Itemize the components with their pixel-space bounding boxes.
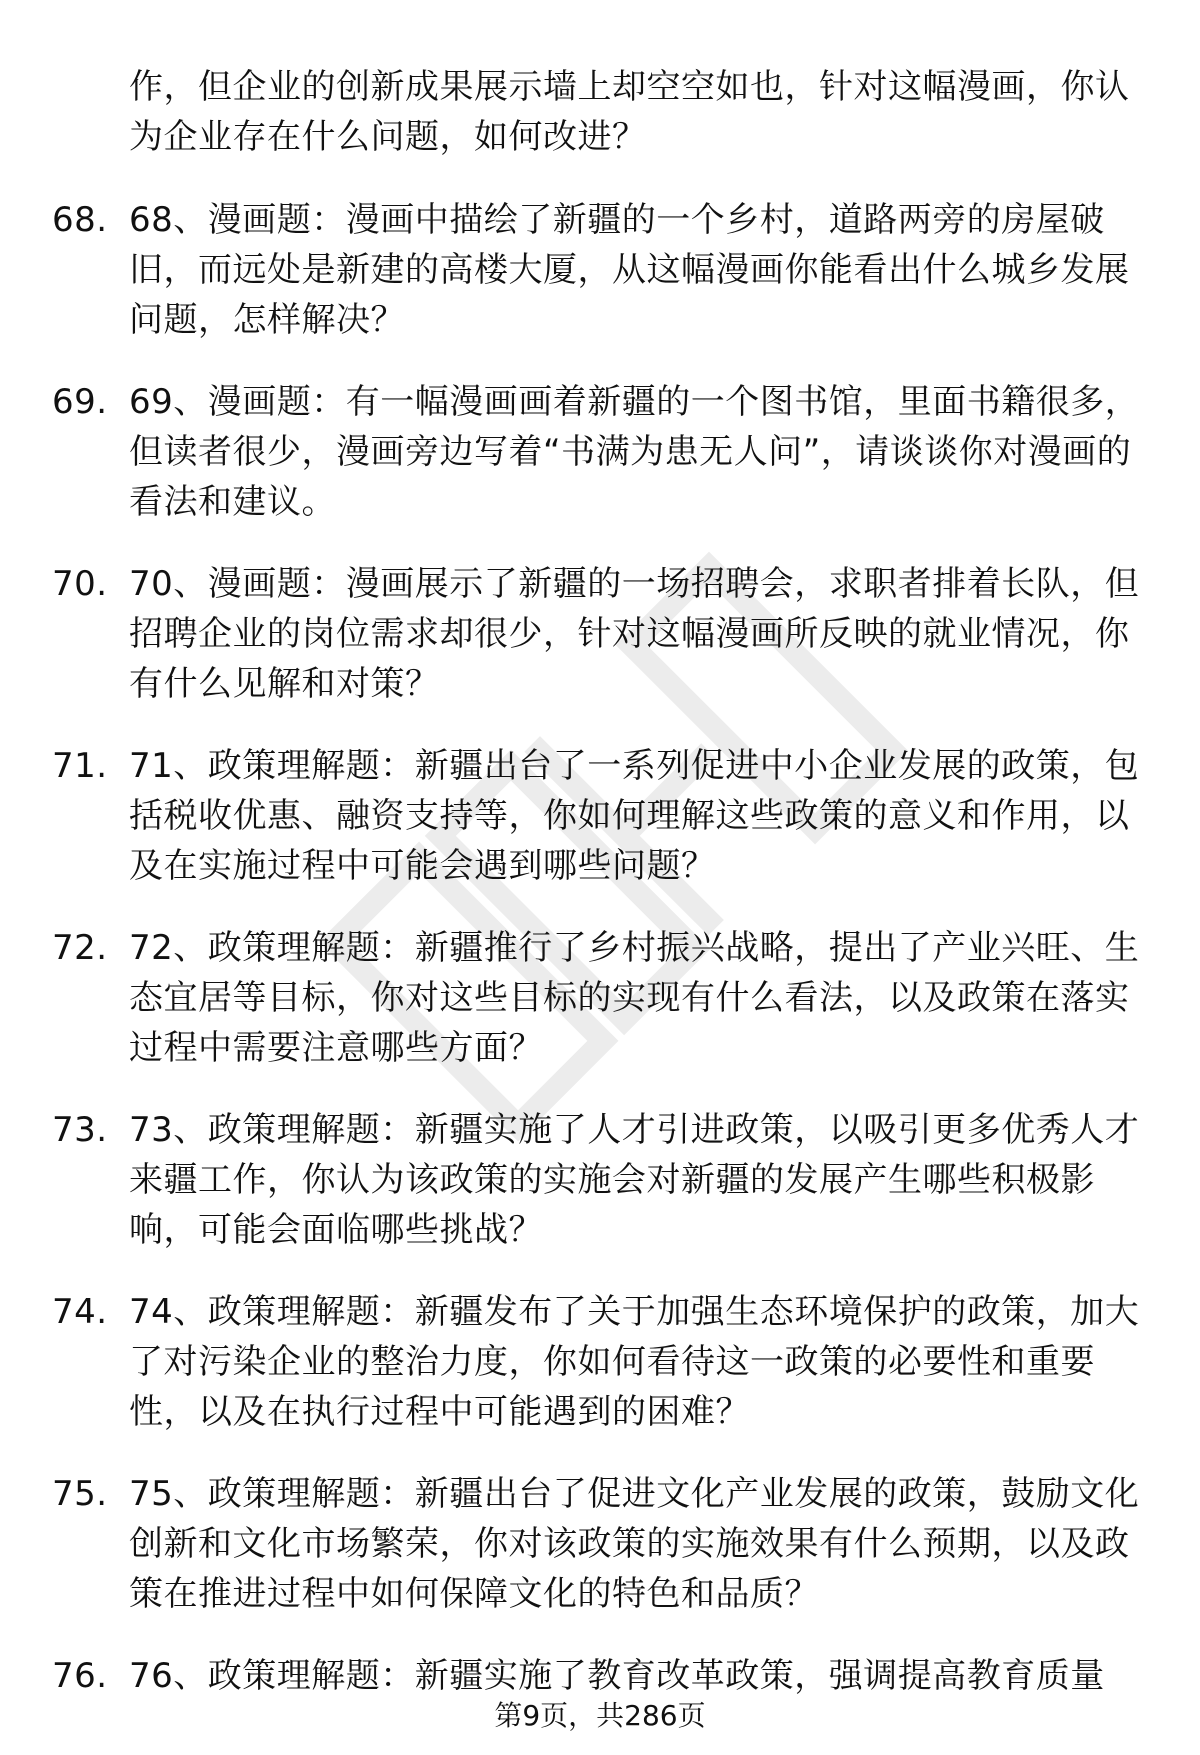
item-number: 72. bbox=[52, 928, 108, 968]
question-text: 70、漫画题：漫画展示了新疆的一场招聘会，求职者排着长队，但招聘企业的岗位需求却很少，针对这幅漫画所反映的就业情况，你有什么见解和对策？ bbox=[129, 564, 1140, 704]
question-text: 73、政策理解题：新疆实施了人才引进政策，以吸引更多优秀人才来疆工作，你认为该政策的实施会对新疆的发展产生哪些积极影响，可能会面临哪些挑战？ bbox=[129, 1110, 1140, 1250]
item-number: 74. bbox=[52, 1292, 108, 1332]
item-number: 75. bbox=[52, 1474, 108, 1514]
item-number: 68. bbox=[52, 200, 108, 240]
question-text: 71、政策理解题：新疆出台了一系列促进中小企业发展的政策，包括税收优惠、融资支持等，你如何理解这些政策的意义和作用，以及在实施过程中可能会遇到哪些问题？ bbox=[129, 746, 1140, 886]
list-item bbox=[0, 1469, 1200, 1619]
item-number: 69. bbox=[52, 382, 108, 422]
question-text: 69、漫画题：有一幅漫画画着新疆的一个图书馆，里面书籍很多，但读者很少，漫画旁边写着“书满为患无人问”，请谈谈你对漫画的看法和建议。 bbox=[129, 382, 1140, 522]
question-text: 74、政策理解题：新疆发布了关于加强生态环境保护的政策，加大了对污染企业的整治力度，你如何看待这一政策的必要性和重要性，以及在执行过程中可能遇到的困难？ bbox=[129, 1292, 1140, 1432]
list-item-continuation bbox=[0, 62, 1200, 162]
list-item bbox=[0, 1651, 1200, 1701]
question-text: 作，但企业的创新成果展示墙上却空空如也，针对这幅漫画，你认为企业存在什么问题，如何改进？ bbox=[129, 67, 1130, 157]
item-number: 71. bbox=[52, 746, 108, 786]
question-list bbox=[0, 62, 1200, 1733]
item-number: 76. bbox=[52, 1656, 108, 1696]
item-number: 73. bbox=[52, 1110, 108, 1150]
list-item bbox=[0, 559, 1200, 709]
page-footer: 第9页，共286页 bbox=[494, 1699, 706, 1732]
question-text: 75、政策理解题：新疆出台了促进文化产业发展的政策，鼓励文化创新和文化市场繁荣，你对该政策的实施效果有什么预期，以及政策在推进过程中如何保障文化的特色和品质？ bbox=[129, 1474, 1140, 1614]
list-item bbox=[0, 741, 1200, 891]
question-text: 72、政策理解题：新疆推行了乡村振兴战略，提出了产业兴旺、生态宜居等目标，你对这些目标的实现有什么看法，以及政策在落实过程中需要注意哪些方面？ bbox=[129, 928, 1140, 1068]
list-item bbox=[0, 923, 1200, 1073]
question-text: 68、漫画题：漫画中描绘了新疆的一个乡村，道路两旁的房屋破旧，而远处是新建的高楼大厦，从这幅漫画你能看出什么城乡发展问题，怎样解决？ bbox=[129, 200, 1130, 340]
list-item bbox=[0, 1287, 1200, 1437]
list-item bbox=[0, 195, 1200, 345]
list-item bbox=[0, 1105, 1200, 1255]
item-number: 70. bbox=[52, 564, 108, 604]
question-text: 76、政策理解题：新疆实施了教育改革政策，强调提高教育质量 bbox=[129, 1656, 1105, 1696]
list-item bbox=[0, 377, 1200, 527]
